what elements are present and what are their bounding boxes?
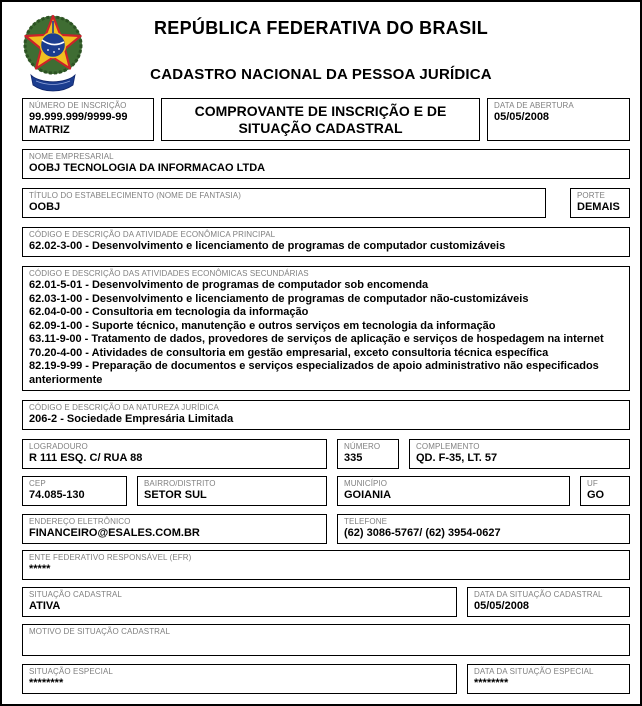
- field-numero: [337, 439, 399, 469]
- data-situacao-especial-label: DATA DA SITUAÇÃO ESPECIAL: [474, 667, 594, 676]
- logradouro-label: LOGRADOURO: [29, 442, 88, 451]
- complemento-value: QD. F-35, LT. 57: [416, 452, 498, 464]
- field-situacao-especial: [22, 664, 457, 694]
- field-data-situacao-cadastral: [467, 587, 630, 617]
- situacao-especial-value: ********: [29, 677, 64, 689]
- document-body: [2, 98, 640, 694]
- row-natureza-juridica: [22, 400, 630, 430]
- numero-inscricao-value: 99.999.999/9999-99: [29, 111, 128, 123]
- complemento-label: COMPLEMENTO: [416, 442, 480, 451]
- efr-value: *****: [29, 563, 51, 575]
- field-porte: [570, 188, 630, 218]
- field-nome-empresarial: [22, 149, 630, 179]
- row-atividades-secundarias: [22, 266, 630, 391]
- atividade-principal-value: 62.02-3-00 - Desenvolvimento e licenciamento de programas de computador customizáveis: [29, 240, 506, 252]
- field-motivo-situacao: [22, 624, 630, 656]
- row-situacao-especial: [22, 664, 630, 694]
- comprovante-title: COMPROVANTE DE INSCRIÇÃO E DE SITUAÇÃO CADASTRAL: [161, 98, 480, 141]
- field-situacao-cadastral: [22, 587, 457, 617]
- natureza-juridica-label: CÓDIGO E DESCRIÇÃO DA NATUREZA JURÍDICA: [29, 403, 219, 412]
- numero-inscricao-label: NÚMERO DE INSCRIÇÃO: [29, 101, 127, 110]
- atividade-secundaria-item: 63.11-9-00 - Tratamento de dados, provedores de serviços de aplicação e serviços de hospedagem na internet: [29, 333, 604, 345]
- telefone-label: TELEFONE: [344, 517, 388, 526]
- data-abertura-value: 05/05/2008: [494, 111, 550, 123]
- row-fantasia-porte: [22, 188, 630, 218]
- field-efr: [22, 550, 630, 580]
- municipio-value: GOIANIA: [344, 489, 392, 501]
- atividade-secundaria-item: 62.01-5-01 - Desenvolvimento de programas de computador sob encomenda: [29, 279, 429, 291]
- document-header: [2, 2, 640, 98]
- atividade-secundaria-item: 62.04-0-00 - Consultoria em tecnologia da informação: [29, 306, 309, 318]
- data-situacao-cadastral-label: DATA DA SITUAÇÃO CADASTRAL: [474, 590, 603, 599]
- republic-title: REPÚBLICA FEDERATIVA DO BRASIL: [153, 18, 488, 38]
- field-atividade-principal: [22, 227, 630, 257]
- bairro-value: SETOR SUL: [144, 489, 207, 501]
- field-uf: [580, 476, 630, 506]
- row-contato: [22, 514, 630, 544]
- row-motivo-situacao: [22, 624, 630, 656]
- data-situacao-especial-value: ********: [474, 677, 509, 689]
- field-logradouro: [22, 439, 327, 469]
- email-value: FINANCEIRO@ESALES.COM.BR: [29, 527, 200, 539]
- situacao-cadastral-value: ATIVA: [29, 600, 61, 612]
- atividade-secundaria-item: 62.03-1-00 - Desenvolvimento e licenciamento de programas de computador não-customizáveis: [29, 292, 529, 305]
- municipio-label: MUNICÍPIO: [344, 479, 388, 488]
- email-label: ENDEREÇO ELETRÔNICO: [29, 517, 131, 526]
- porte-label: PORTE: [577, 191, 605, 200]
- atividade-secundaria-item: 70.20-4-00 - Atividades de consultoria em gestão empresarial, exceto consultoria técnica específica: [29, 346, 549, 359]
- field-atividades-secundarias: [22, 266, 630, 391]
- field-nome-fantasia: [22, 188, 546, 218]
- row-efr: [22, 550, 630, 580]
- field-municipio: [337, 476, 570, 506]
- row-cep: [22, 476, 630, 506]
- porte-value: DEMAIS: [577, 201, 620, 213]
- numero-label: NÚMERO: [344, 442, 381, 451]
- field-bairro: [137, 476, 327, 506]
- data-situacao-cadastral-value: 05/05/2008: [474, 600, 530, 612]
- cep-label: CEP: [29, 479, 46, 488]
- numero-inscricao-tipo: MATRIZ: [29, 124, 70, 136]
- atividade-principal-label: CÓDIGO E DESCRIÇÃO DA ATIVIDADE ECONÔMICA PRINCIPAL: [29, 230, 276, 239]
- nome-empresarial-value: OOBJ TECNOLOGIA DA INFORMACAO LTDA: [29, 162, 266, 174]
- situacao-cadastral-label: SITUAÇÃO CADASTRAL: [29, 590, 122, 599]
- atividade-secundaria-item: 82.19-9-99 - Preparação de documentos e serviços especializados de apoio administrativo não especificados anteriormente: [29, 360, 599, 386]
- motivo-situacao-label: MOTIVO DE SITUAÇÃO CADASTRAL: [29, 627, 171, 636]
- row-nome-empresarial: [22, 149, 630, 179]
- field-data-situacao-especial: [467, 664, 630, 694]
- data-abertura-label: DATA DE ABERTURA: [494, 101, 574, 110]
- field-numero-inscricao: [22, 98, 154, 141]
- field-email: [22, 514, 327, 544]
- row-atividade-principal: [22, 227, 630, 257]
- nome-fantasia-value: OOBJ: [29, 201, 61, 213]
- natureza-juridica-value: 206-2 - Sociedade Empresária Limitada: [29, 413, 234, 425]
- nome-empresarial-label: NOME EMPRESARIAL: [29, 152, 114, 161]
- nome-fantasia-label: TÍTULO DO ESTABELECIMENTO (NOME DE FANTASIA): [29, 191, 241, 200]
- atividades-secundarias-label: CÓDIGO E DESCRIÇÃO DAS ATIVIDADES ECONÔMICAS SECUNDÁRIAS: [29, 269, 309, 278]
- field-cep: [22, 476, 127, 506]
- cep-value: 74.085-130: [29, 489, 85, 501]
- brazil-coat-of-arms-icon: [18, 9, 88, 93]
- efr-label: ENTE FEDERATIVO RESPONSÁVEL (EFR): [29, 553, 192, 562]
- logradouro-value: R 111 ESQ. C/ RUA 88: [29, 452, 143, 464]
- uf-value: GO: [587, 489, 605, 501]
- situacao-especial-label: SITUAÇÃO ESPECIAL: [29, 667, 113, 676]
- bairro-label: BAIRRO/DISTRITO: [144, 479, 216, 488]
- field-complemento: [409, 439, 630, 469]
- numero-value: 335: [344, 452, 363, 464]
- field-natureza-juridica: [22, 400, 630, 430]
- field-data-abertura: [487, 98, 630, 141]
- field-telefone: [337, 514, 630, 544]
- cnpj-title: CADASTRO NACIONAL DA PESSOA JURÍDICA: [150, 66, 492, 83]
- telefone-value: (62) 3086-5767/ (62) 3954-0627: [344, 527, 501, 539]
- row-inscricao: [22, 98, 630, 141]
- row-situacao-cadastral: [22, 587, 630, 617]
- uf-label: UF: [587, 479, 598, 488]
- row-endereco: [22, 439, 630, 469]
- atividade-secundaria-item: 62.09-1-00 - Suporte técnico, manutenção e outros serviços em tecnologia da informação: [29, 319, 496, 332]
